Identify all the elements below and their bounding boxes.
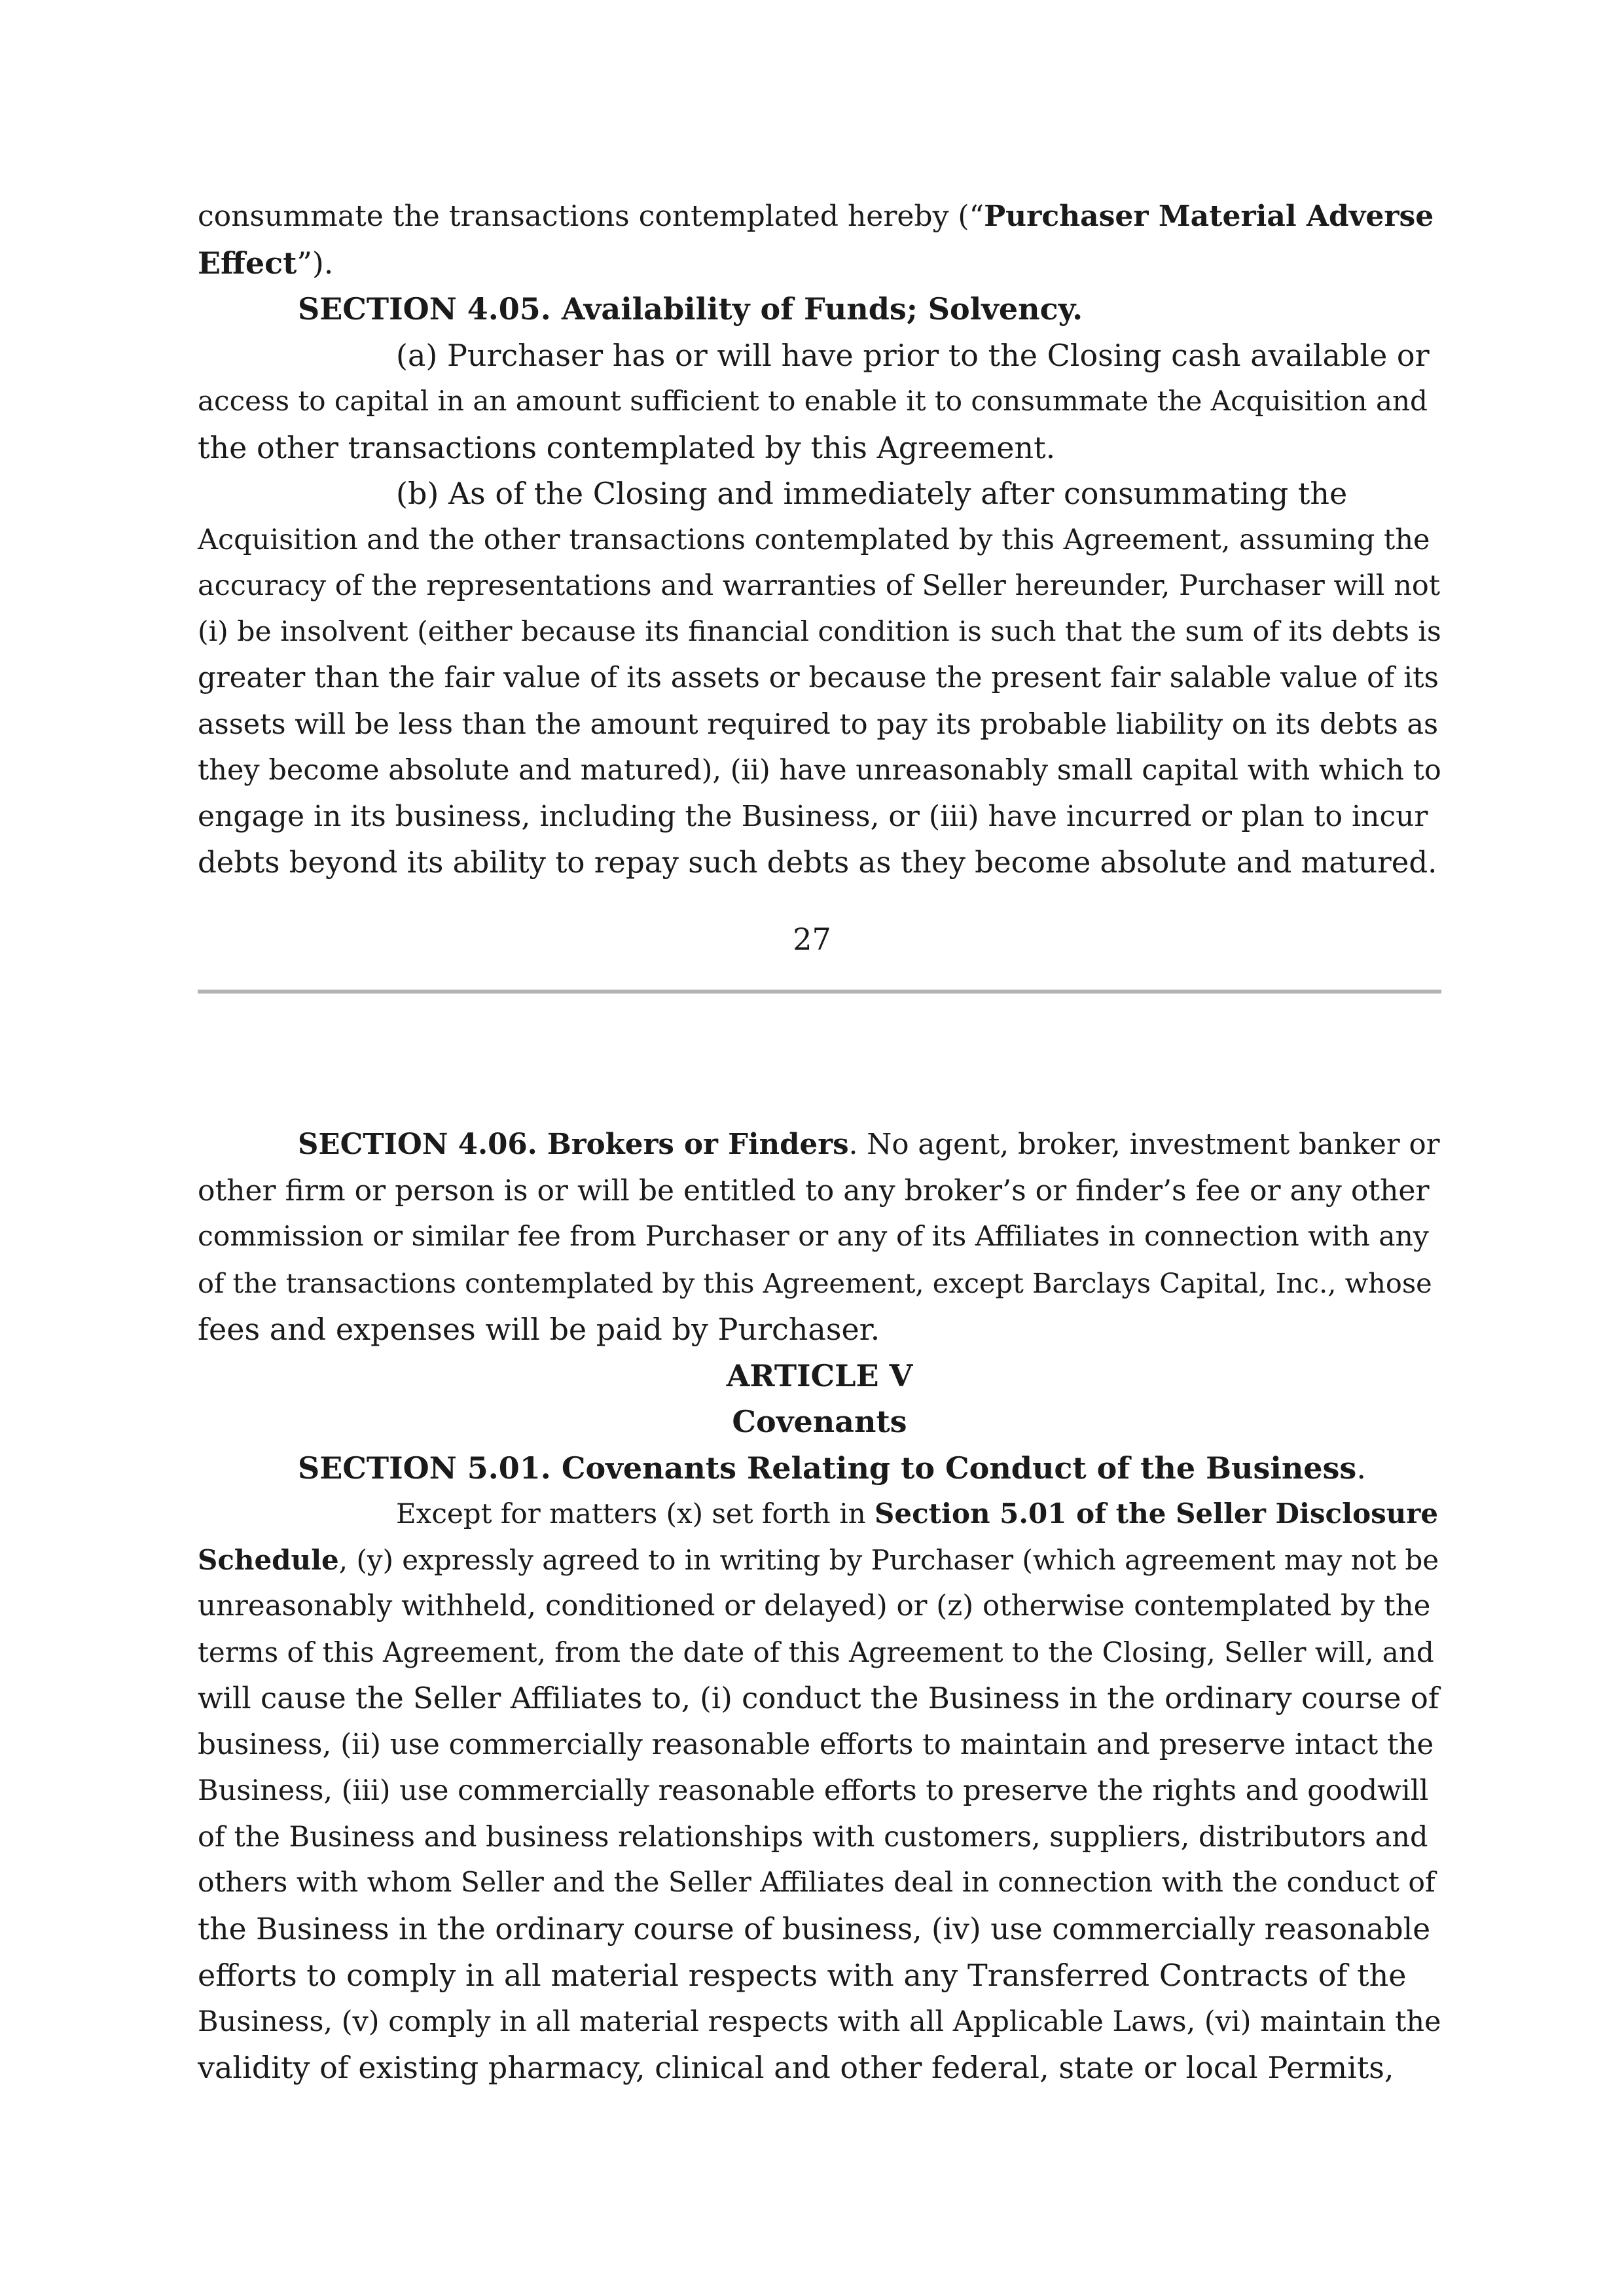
body-line: Except for matters (x) set forth in Section 5.01 of the Seller Disclosure xyxy=(396,1498,1439,1530)
body-line: engage in its business, including the Business, or (iii) have incurred or plan to incur xyxy=(198,799,1428,833)
body-line: the other transactions contemplated by this Agreement. xyxy=(198,429,1056,465)
body-line: accuracy of the representations and warranties of Seller hereunder, Purchaser will not xyxy=(198,569,1441,602)
page-28-text xyxy=(198,1122,1441,2091)
body-line: validity of existing pharmacy, clinical and other federal, state or local Permits, xyxy=(198,2050,1394,2085)
body-line: commission or similar fee from Purchaser or any of its Affiliates in connection with any xyxy=(198,1221,1429,1253)
page-27-text xyxy=(198,194,1441,886)
body-line: others with whom Seller and the Seller Affiliates deal in connection with the conduct of xyxy=(198,1867,1435,1899)
body-line: debts beyond its ability to repay such debts as they become absolute and matured. xyxy=(198,845,1437,880)
body-line: fees and expenses will be paid by Purchaser. xyxy=(198,1312,880,1347)
clause-b-line: (b) As of the Closing and immediately after consummating the xyxy=(396,476,1348,511)
body-line: (i) be insolvent (either because its financial condition is such that the sum of its debts is xyxy=(198,615,1441,648)
page-number: 27 xyxy=(793,922,831,957)
cross-reference: Section 5.01 of the Seller Disclosure xyxy=(875,1498,1439,1530)
body-line: assets will be less than the amount required to pay its probable liability on its debts as xyxy=(198,708,1439,741)
cross-reference: Schedule xyxy=(198,1543,339,1576)
body-line: business, (ii) use commercially reasonable efforts to maintain and preserve intact the xyxy=(198,1728,1434,1761)
body-line: of the Business and business relationships with customers, suppliers, distributors and xyxy=(198,1820,1428,1854)
defined-term: Effect xyxy=(198,245,297,281)
article-title: Covenants xyxy=(732,1404,907,1439)
body-line: access to capital in an amount sufficient to enable it to consummate the Acquisition and xyxy=(198,385,1428,417)
body-line: efforts to comply in all material respects with any Transferred Contracts of the xyxy=(198,1958,1407,1993)
body-line: Business, (v) comply in all material respects with all Applicable Laws, (vi) maintain the xyxy=(198,2005,1441,2038)
body-line: greater than the fair value of its assets or because the present fair salable value of its xyxy=(198,662,1439,694)
article-heading: ARTICLE V xyxy=(726,1357,913,1393)
body-line: will cause the Seller Affiliates to, (i) conduct the Business in the ordinary course of xyxy=(198,1681,1439,1715)
section-4-06-line: SECTION 4.06. Brokers or Finders. No agent, broker, investment banker or xyxy=(298,1128,1440,1161)
body-line: they become absolute and matured), (ii) have unreasonably small capital with which to xyxy=(198,754,1441,787)
page-break-divider xyxy=(198,990,1441,994)
body-line: unreasonably withheld, conditioned or delayed) or (z) otherwise contemplated by the xyxy=(198,1590,1431,1623)
body-line: consummate the transactions contemplated hereby (“Purchaser Material Adverse xyxy=(198,200,1434,233)
body-line: Schedule, (y) expressly agreed to in writing by Purchaser (which agreement may not be xyxy=(198,1543,1439,1576)
body-line: terms of this Agreement, from the date of this Agreement to the Closing, Seller will, and xyxy=(198,1636,1434,1668)
body-line: Business, (iii) use commercially reasonable efforts to preserve the rights and goodwill xyxy=(198,1774,1429,1807)
section-5-01-heading: SECTION 5.01. Covenants Relating to Conduct of the Business. xyxy=(298,1450,1366,1486)
body-line: Acquisition and the other transactions contemplated by this Agreement, assuming the xyxy=(198,523,1430,556)
body-line: Effect”). xyxy=(198,245,334,281)
section-4-05-heading: SECTION 4.05. Availability of Funds; Solvency. xyxy=(298,291,1083,327)
body-line: other firm or person is or will be entitled to any broker’s or finder’s fee or any other xyxy=(198,1174,1430,1208)
defined-term: Purchaser Material Adverse xyxy=(984,200,1434,233)
body-line: of the transactions contemplated by this Agreement, except Barclays Capital, Inc., whose xyxy=(198,1266,1432,1299)
clause-a-line: (a) Purchaser has or will have prior to the Closing cash available or xyxy=(396,337,1430,373)
body-line: the Business in the ordinary course of business, (iv) use commercially reasonable xyxy=(198,1911,1431,1946)
